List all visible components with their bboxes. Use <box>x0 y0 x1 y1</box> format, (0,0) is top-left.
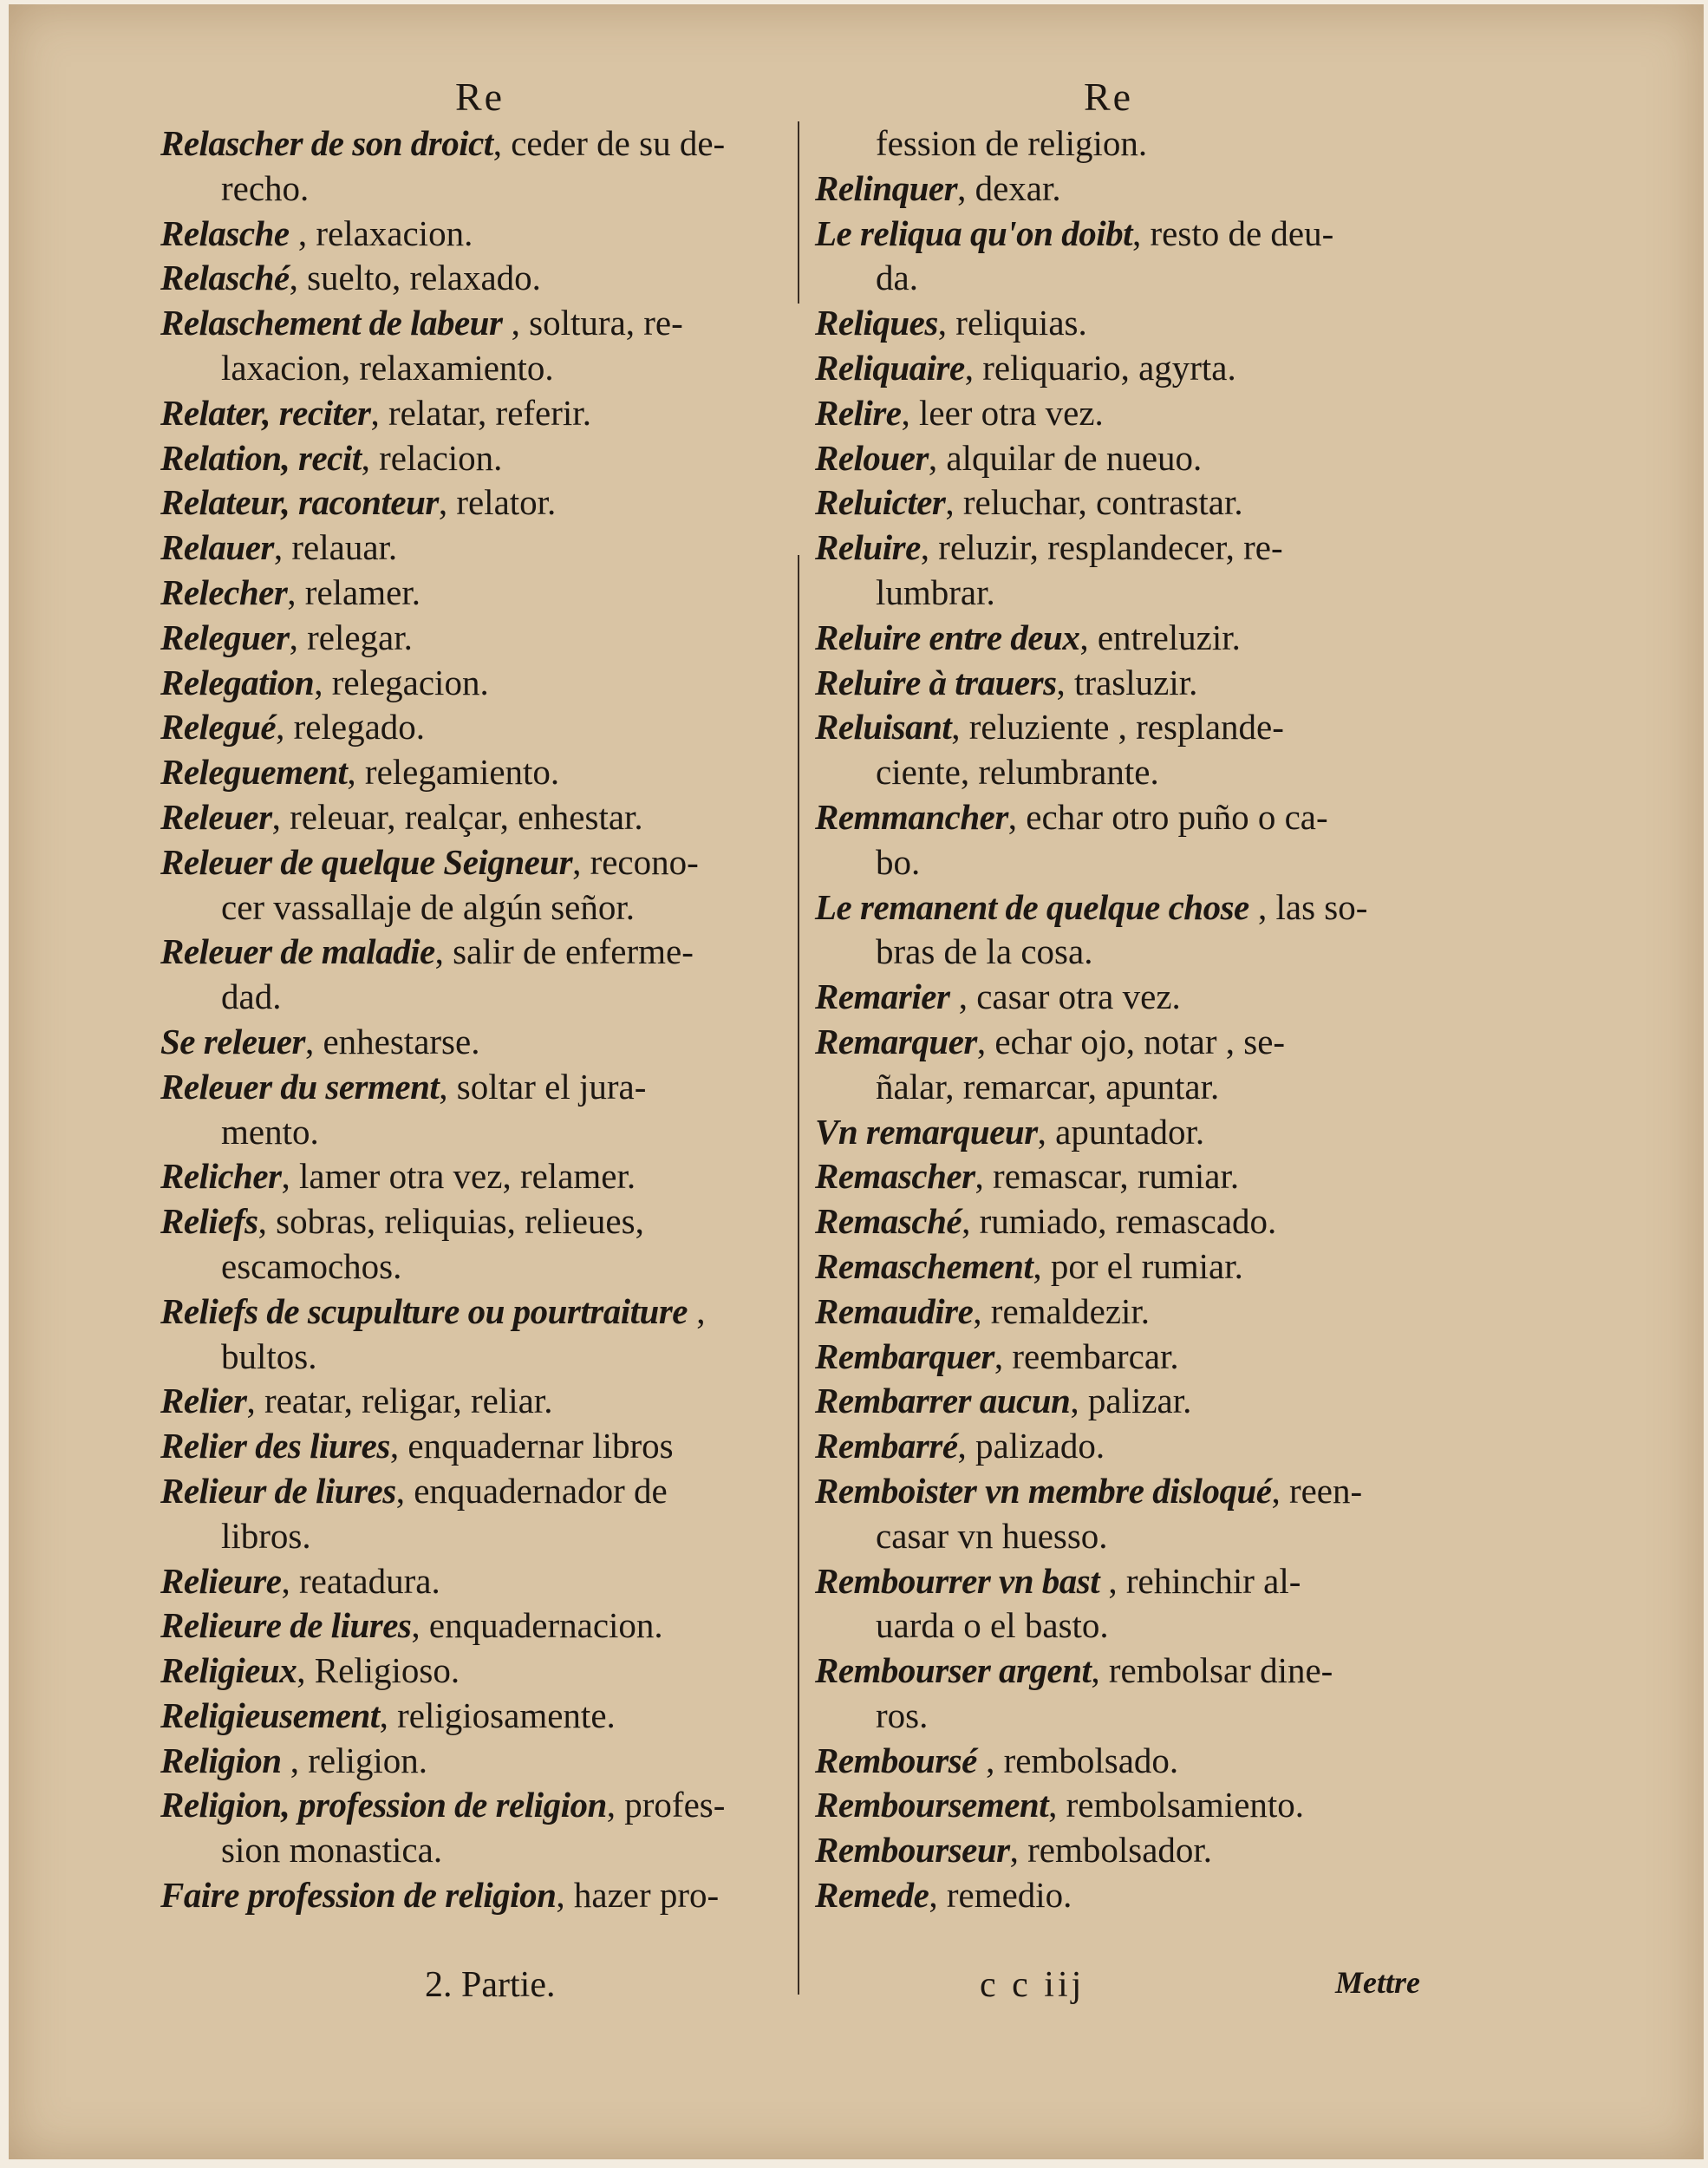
entry-headword: Relieure de liures <box>160 1605 412 1646</box>
entry-headword: Remboursé <box>815 1740 977 1780</box>
entry-headword: Relateur, raconteur <box>160 482 439 523</box>
dictionary-entry <box>160 1873 811 1918</box>
entry-headword: Vn remarqueur <box>815 1111 1038 1152</box>
entry-headword: Remasché <box>815 1201 962 1242</box>
dictionary-entry <box>815 167 1457 212</box>
dictionary-entry <box>160 1065 811 1110</box>
dictionary-entry <box>160 391 811 436</box>
entry-headword: Remboister vn membre disloqué <box>815 1470 1272 1511</box>
entry-translation: , reen- <box>1271 1470 1363 1511</box>
dictionary-entry <box>160 750 811 795</box>
entry-translation: , relacion. <box>361 437 503 478</box>
entry-translation: , lamer otra vez, relamer. <box>281 1156 636 1197</box>
dictionary-entry <box>160 1335 811 1380</box>
entry-headword: Reliques <box>815 303 938 343</box>
entry-headword: Reluisant <box>815 707 952 748</box>
dictionary-entry <box>160 1110 811 1155</box>
entry-headword: Releguer <box>160 617 290 657</box>
entry-headword: Reliefs de scupulture ou pourtraiture <box>160 1290 688 1331</box>
dictionary-entry <box>160 346 811 391</box>
entry-headword: Remede <box>815 1875 929 1916</box>
dictionary-entry <box>815 1335 1457 1380</box>
entry-headword: Relire <box>815 392 902 433</box>
entry-translation: , reatar, religar, reliar. <box>246 1381 553 1421</box>
dictionary-entry <box>815 391 1457 436</box>
dictionary-entry <box>815 885 1457 931</box>
entry-translation: , echar ojo, notar , se- <box>976 1021 1286 1061</box>
entry-translation: , soltura, re- <box>502 303 683 343</box>
dictionary-entry <box>815 1424 1457 1469</box>
dictionary-entry <box>815 616 1457 661</box>
entry-headword: Le remanent de quelque chose <box>815 886 1249 927</box>
entry-headword: Relouer <box>815 437 929 478</box>
dictionary-entry <box>815 1649 1457 1694</box>
entry-translation: , dexar. <box>957 167 1061 208</box>
entry-translation: , recono- <box>572 841 699 882</box>
entry-translation: ciente, relumbrante. <box>876 752 1159 793</box>
entry-headword: Rembarquer <box>815 1335 994 1376</box>
dictionary-entry <box>815 750 1457 795</box>
entry-headword: Remmancher <box>815 796 1008 837</box>
dictionary-entry <box>160 212 811 257</box>
entry-headword: Relegué <box>160 707 277 748</box>
entry-headword: Reliefs <box>160 1201 258 1242</box>
entry-translation: , releuar, realçar, enhestar. <box>271 796 643 837</box>
entry-headword: Rembarrer aucun <box>815 1381 1071 1421</box>
entry-headword: Relascher de son droict <box>160 123 493 163</box>
dictionary-entry <box>815 1603 1457 1649</box>
entry-translation: , resto de deu- <box>1132 212 1334 253</box>
dictionary-entry <box>160 436 811 481</box>
entry-translation: , reluziente , resplande- <box>951 707 1284 748</box>
dictionary-entry <box>160 1603 811 1649</box>
entry-headword: Relasché <box>160 258 290 298</box>
dictionary-entry <box>815 480 1457 526</box>
dictionary-entry <box>815 1559 1457 1604</box>
entry-translation: sion monastica. <box>221 1830 443 1871</box>
entry-translation: , relegar. <box>289 617 413 657</box>
entry-translation: , por el rumiar. <box>1033 1245 1243 1286</box>
entry-headword: Remaudire <box>815 1290 974 1331</box>
dictionary-entry <box>160 526 811 571</box>
dictionary-entry <box>815 1199 1457 1244</box>
dictionary-entry <box>160 1199 811 1244</box>
dictionary-entry <box>160 795 811 840</box>
dictionary-entry <box>160 975 811 1020</box>
dictionary-entry <box>160 1694 811 1739</box>
entry-headword: Relecher <box>160 571 288 612</box>
entry-headword: Reliquaire <box>815 347 965 388</box>
dictionary-entry <box>160 1154 811 1199</box>
entry-translation: , <box>687 1290 706 1331</box>
entry-translation: dad. <box>221 976 282 1017</box>
signature-mark: c c iij <box>980 1965 1085 2005</box>
dictionary-entry <box>160 301 811 346</box>
entry-headword: Religion <box>160 1740 282 1780</box>
entry-translation: , entreluzir. <box>1079 617 1241 657</box>
entry-translation: , religiosamente. <box>379 1695 616 1735</box>
entry-headword: Relegation <box>160 662 315 702</box>
dictionary-entry <box>815 1244 1457 1290</box>
entry-translation: , las so- <box>1248 886 1368 927</box>
entry-translation: casar vn huesso. <box>876 1515 1108 1556</box>
dictionary-entry <box>815 1694 1457 1739</box>
dictionary-entry <box>160 1739 811 1784</box>
dictionary-entry <box>160 1828 811 1873</box>
entry-headword: Remarquer <box>815 1021 977 1061</box>
running-head-right: Re <box>1084 75 1134 119</box>
dictionary-entry <box>160 661 811 706</box>
entry-translation: , enquadernacion. <box>411 1605 663 1646</box>
entry-translation: mento. <box>221 1111 319 1152</box>
entry-headword: Reluire à trauers <box>815 662 1057 702</box>
dictionary-entry <box>815 1514 1457 1559</box>
entry-translation: bras de la cosa. <box>876 931 1093 972</box>
entry-headword: Relaschement de labeur <box>160 303 503 343</box>
entry-headword: Reluire <box>815 527 921 568</box>
entry-headword: Releuer <box>160 796 272 837</box>
dictionary-entry <box>160 1020 811 1065</box>
dictionary-entry <box>815 1290 1457 1335</box>
entry-translation: , salir de enferme- <box>434 931 694 972</box>
entry-translation: libros. <box>221 1515 311 1556</box>
entry-headword: Remboursement <box>815 1785 1049 1825</box>
entry-translation: , palizar. <box>1070 1381 1192 1421</box>
part-label: 2. Partie. <box>425 1965 556 2005</box>
dictionary-entry <box>815 256 1457 301</box>
catchword: Mettre <box>1335 1965 1420 2000</box>
entry-translation: , reembarcar. <box>994 1335 1179 1376</box>
dictionary-entry <box>815 1873 1457 1918</box>
dictionary-entry <box>815 1379 1457 1424</box>
entry-headword: Releuer de quelque Seigneur <box>160 841 573 882</box>
entry-translation: , reluzir, resplandecer, re- <box>920 527 1283 568</box>
dictionary-entry <box>815 436 1457 481</box>
entry-translation: ñalar, remarcar, apuntar. <box>876 1066 1220 1107</box>
entry-headword: Religieusement <box>160 1695 380 1735</box>
dictionary-entry <box>160 885 811 931</box>
entry-headword: Relater, reciter <box>160 392 371 433</box>
entry-translation: , trasluzir. <box>1056 662 1198 702</box>
entry-headword: Releuer de maladie <box>160 931 435 972</box>
dictionary-entry <box>160 1379 811 1424</box>
dictionary-entry <box>160 1783 811 1828</box>
entry-translation: , Religioso. <box>297 1650 460 1691</box>
entry-translation: , rembolsado. <box>976 1740 1179 1780</box>
entry-translation: , relamer. <box>287 571 420 612</box>
dictionary-entry <box>160 1244 811 1290</box>
entry-translation: ros. <box>876 1695 929 1735</box>
entry-headword: Relauer <box>160 527 274 568</box>
entry-translation: uarda o el basto. <box>876 1605 1109 1646</box>
dictionary-entry <box>160 1469 811 1514</box>
entry-headword: Le reliqua qu'on doibt <box>815 212 1133 253</box>
dictionary-entry <box>815 975 1457 1020</box>
dictionary-entry <box>160 1649 811 1694</box>
entry-headword: Religion, profession de religion <box>160 1785 607 1825</box>
entry-translation: , relauar. <box>273 527 398 568</box>
entry-translation: da. <box>876 258 918 298</box>
dictionary-entry <box>160 930 811 975</box>
entry-translation: , ceder de su de- <box>492 123 726 163</box>
entry-translation: , rembolsar dine- <box>1091 1650 1333 1691</box>
dictionary-entry <box>815 1020 1457 1065</box>
entry-translation: , reliquario, agyrta. <box>964 347 1236 388</box>
entry-translation: , echar otro puño o ca- <box>1007 796 1328 837</box>
entry-translation: , apuntador. <box>1037 1111 1205 1152</box>
dictionary-entry <box>160 256 811 301</box>
dictionary-entry <box>815 1469 1457 1514</box>
dictionary-entry <box>160 571 811 616</box>
entry-translation: lumbrar. <box>876 571 995 612</box>
entry-translation: , rumiado, remascado. <box>962 1201 1277 1242</box>
entry-translation: bultos. <box>221 1335 317 1376</box>
dictionary-column-left <box>160 121 811 1918</box>
entry-headword: Relier des liures <box>160 1426 390 1466</box>
dictionary-entry <box>815 1110 1457 1155</box>
dictionary-entry <box>160 1559 811 1604</box>
entry-headword: Relier <box>160 1381 247 1421</box>
dictionary-entry <box>815 930 1457 975</box>
dictionary-entry <box>815 661 1457 706</box>
entry-headword: Remaschement <box>815 1245 1033 1286</box>
entry-headword: Religieux <box>160 1650 297 1691</box>
entry-headword: Reluicter <box>815 482 946 523</box>
dictionary-entry <box>160 480 811 526</box>
dictionary-entry <box>160 1290 811 1335</box>
entry-translation: cer vassallaje de algún señor. <box>221 886 636 927</box>
entry-translation: , profes- <box>606 1785 726 1825</box>
entry-translation: , suelto, relaxado. <box>289 258 541 298</box>
entry-translation: , relator. <box>438 482 557 523</box>
entry-headword: Remarier <box>815 976 950 1017</box>
running-head-left: Re <box>455 75 505 119</box>
entry-translation: fession de religion. <box>876 123 1148 163</box>
entry-headword: Relasche <box>160 212 290 253</box>
entry-translation: , relaxacion. <box>289 212 473 253</box>
entry-headword: Rembourrer vn bast <box>815 1560 1100 1601</box>
dictionary-entry <box>815 1065 1457 1110</box>
entry-translation: , remascar, rumiar. <box>975 1156 1240 1197</box>
entry-headword: Relation, recit <box>160 437 362 478</box>
entry-translation: , reliquias. <box>937 303 1087 343</box>
dictionary-entry <box>815 840 1457 885</box>
dictionary-entry <box>160 167 811 212</box>
dictionary-entry <box>815 1828 1457 1873</box>
entry-translation: , reatadura. <box>281 1560 440 1601</box>
entry-headword: Rembarré <box>815 1426 958 1466</box>
entry-translation: recho. <box>221 167 310 208</box>
dictionary-entry <box>815 705 1457 750</box>
dictionary-entry <box>815 301 1457 346</box>
entry-headword: Relinquer <box>815 167 958 208</box>
entry-translation: bo. <box>876 841 921 882</box>
entry-headword: Relieur de liures <box>160 1470 396 1511</box>
dictionary-entry <box>815 571 1457 616</box>
dictionary-entry <box>815 121 1457 167</box>
dictionary-entry <box>815 526 1457 571</box>
entry-headword: Releuer du serment <box>160 1066 440 1107</box>
dictionary-entry <box>815 212 1457 257</box>
entry-translation: , relegacion. <box>314 662 489 702</box>
entry-translation: , rehinchir al- <box>1099 1560 1301 1601</box>
dictionary-entry <box>160 840 811 885</box>
entry-translation: , enhestarse. <box>304 1021 480 1061</box>
dictionary-entry <box>815 1154 1457 1199</box>
entry-translation: , sobras, reliquias, relieues, <box>258 1201 644 1242</box>
entry-translation: , remaldezir. <box>973 1290 1151 1331</box>
entry-translation: , enquadernar libros <box>389 1426 674 1466</box>
dictionary-entry <box>815 1783 1457 1828</box>
entry-translation: , religion. <box>281 1740 428 1780</box>
entry-translation: , relatar, referir. <box>370 392 591 433</box>
entry-translation: , relegamiento. <box>347 752 560 793</box>
entry-headword: Rembourseur <box>815 1830 1010 1871</box>
dictionary-entry <box>160 1514 811 1559</box>
entry-headword: Releguement <box>160 752 348 793</box>
entry-translation: laxacion, relaxamiento. <box>221 347 554 388</box>
dictionary-entry <box>815 1739 1457 1784</box>
entry-translation: , palizado. <box>957 1426 1105 1466</box>
entry-translation: escamochos. <box>221 1245 402 1286</box>
entry-headword: Remascher <box>815 1156 975 1197</box>
entry-headword: Rembourser argent <box>815 1650 1092 1691</box>
entry-translation: , remedio. <box>929 1875 1072 1916</box>
dictionary-entry <box>160 705 811 750</box>
entry-translation: , alquilar de nueuo. <box>928 437 1203 478</box>
entry-translation: , leer otra vez. <box>901 392 1104 433</box>
dictionary-entry <box>160 616 811 661</box>
entry-headword: Relicher <box>160 1156 282 1197</box>
dictionary-entry <box>815 346 1457 391</box>
dictionary-entry <box>815 795 1457 840</box>
entry-translation: , casar otra vez. <box>949 976 1181 1017</box>
entry-headword: Reluire entre deux <box>815 617 1080 657</box>
entry-translation: , relegado. <box>276 707 426 748</box>
dictionary-entry <box>160 1424 811 1469</box>
entry-translation: , soltar el jura- <box>439 1066 647 1107</box>
entry-headword: Relieure <box>160 1560 282 1601</box>
entry-translation: , enquadernador de <box>395 1470 668 1511</box>
entry-translation: , rembolsador. <box>1009 1830 1213 1871</box>
entry-headword: Faire profession de religion <box>160 1875 557 1916</box>
entry-headword: Se releuer <box>160 1021 305 1061</box>
dictionary-column-right <box>815 121 1457 1918</box>
entry-translation: , hazer pro- <box>556 1875 720 1916</box>
entry-translation: , rembolsamiento. <box>1048 1785 1305 1825</box>
entry-translation: , reluchar, contrastar. <box>945 482 1243 523</box>
dictionary-entry <box>160 121 811 167</box>
